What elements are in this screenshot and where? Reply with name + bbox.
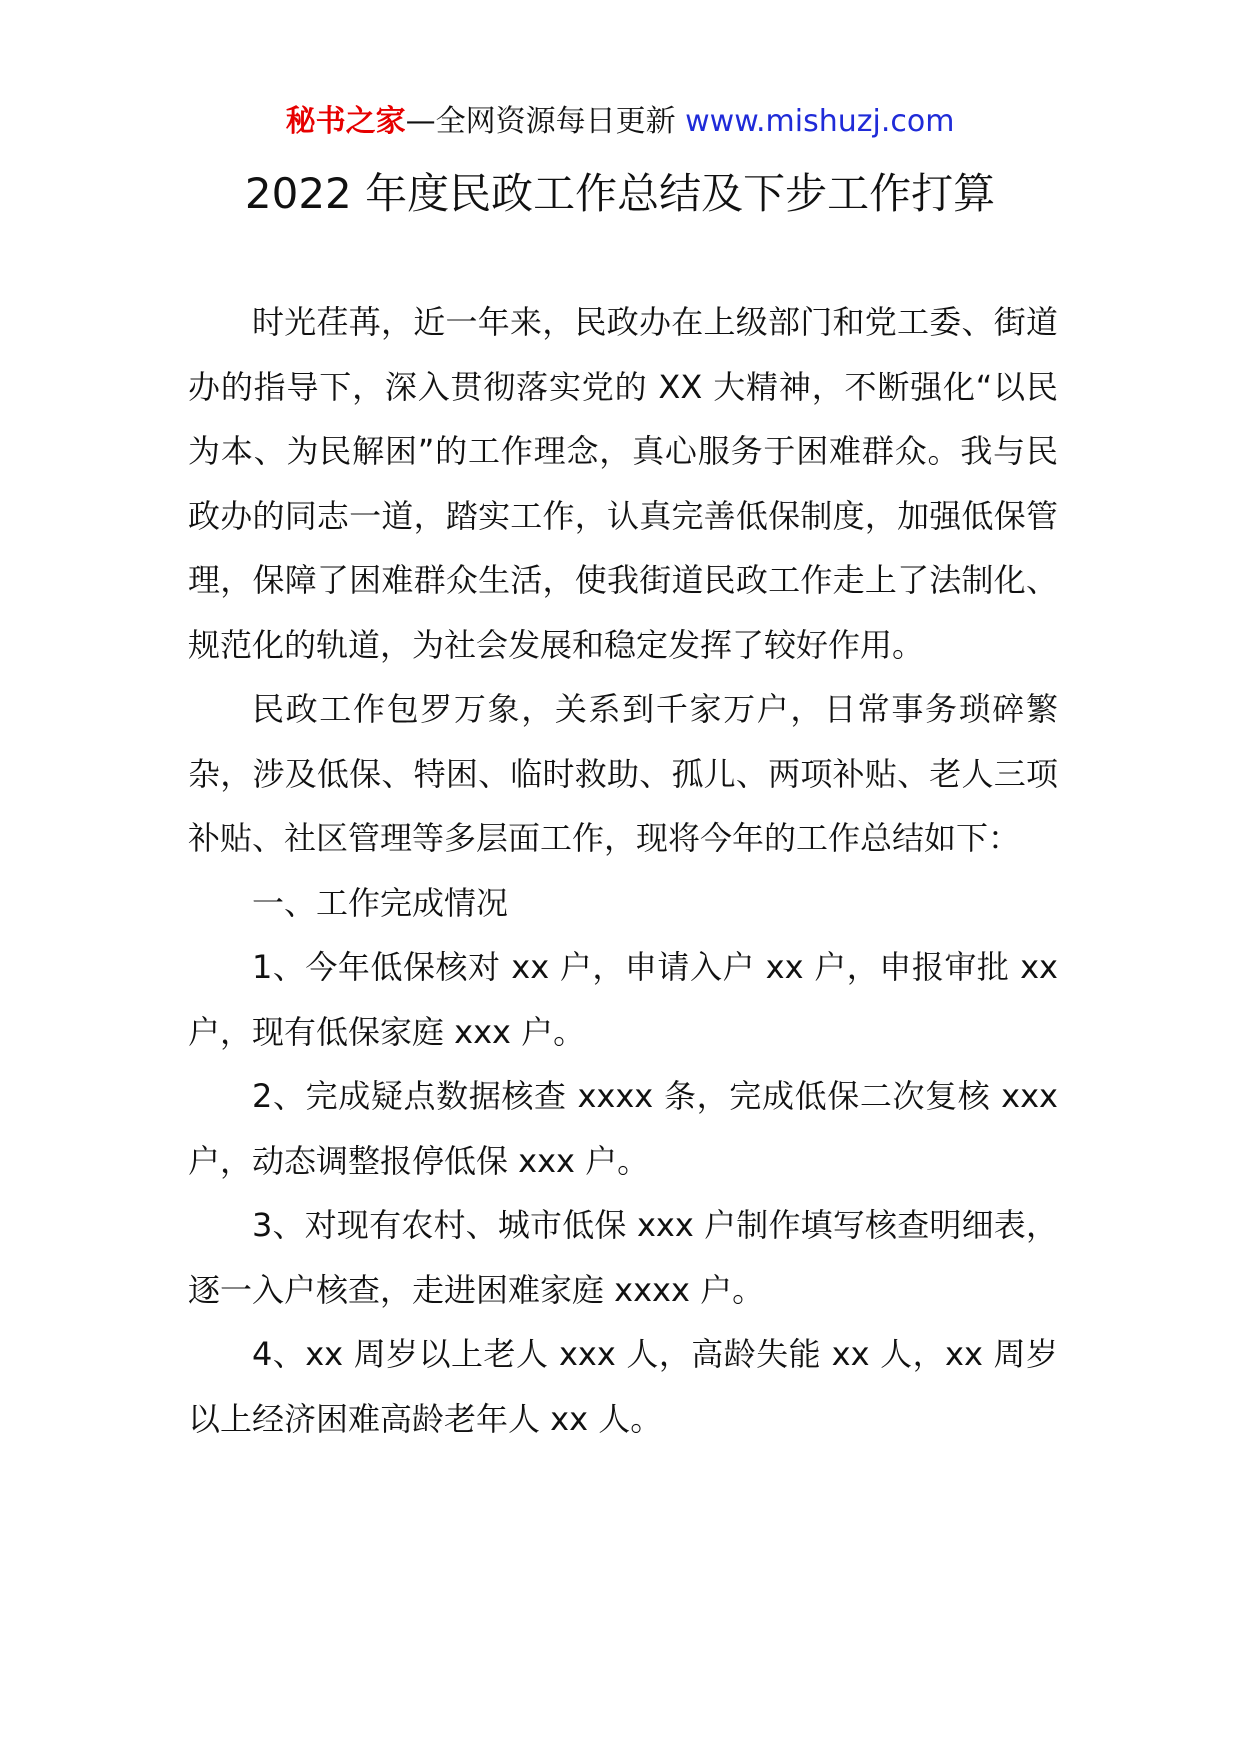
list-item-1: 1、今年低保核对 xx 户，申请入户 xx 户，申报审批 xx 户，现有低保家庭 xxx 户。 [188,948,1058,1051]
document-title: 2022 年度民政工作总结及下步工作打算 [244,169,996,218]
paragraph-intro: 时光荏苒，近一年来，民政办在上级部门和党工委、街道办的指导下，深入贯彻落实党的 XX 大精神，不断强化“以民为本、为民解困”的工作理念，真心服务于困难群众。我与民政办的同志一道，踏实工作，认真完善低保制度，加强低保管理，保障了困难群众生活，使我街道民政工作走上了法制化、规范化的轨道，为社会发展和稳定发挥了较好作用。 [188,303,1058,664]
document-body [188,290,1058,1451]
section-heading-work-completion: 一、工作完成情况 [252,883,509,922]
site-header [0,100,1240,144]
site-url-link[interactable]: www.mishuzj.com [685,104,955,139]
paragraph-overview: 民政工作包罗万象，关系到千家万户，日常事务琐碎繁杂，涉及低保、特困、临时救助、孤儿、两项补贴、老人三项补贴、社区管理等多层面工作，现将今年的工作总结如下： [188,690,1058,857]
list-item-4: 4、xx 周岁以上老人 xxx 人，高龄失能 xx 人，xx 周岁以上经济困难高龄老年人 xx 人。 [188,1335,1058,1438]
brand-name: 秘书之家 [285,104,406,139]
list-item-2: 2、完成疑点数据核查 xxxx 条，完成低保二次复核 xxx 户，动态调整报停低保 xxx 户。 [188,1077,1058,1180]
header-tagline: —全网资源每日更新 [405,104,676,139]
list-item-3: 3、对现有农村、城市低保 xxx 户制作填写核查明细表，逐一入户核查，走进困难家庭 xxxx 户。 [188,1206,1058,1309]
